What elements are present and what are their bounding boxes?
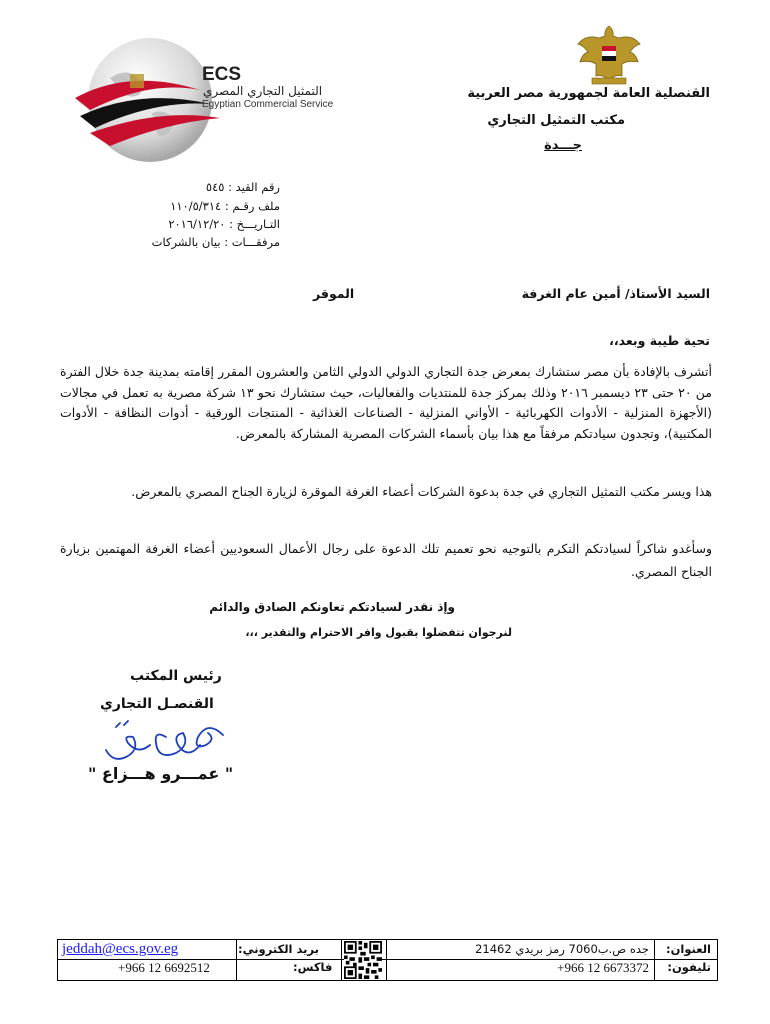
fax-label: فاكس:: [293, 960, 333, 974]
email-label: بريد الكتروني:: [238, 942, 319, 956]
egypt-eagle-emblem: [574, 22, 644, 86]
phone-label: تليفون:: [667, 960, 711, 974]
logo-arabic: التمثيل التجاري المصري: [203, 84, 323, 98]
attachments: مرفقـــات : بيان بالشركات: [151, 235, 280, 249]
handwritten-signature: [88, 715, 238, 770]
signatory-role: القنصـل التجاري: [100, 696, 214, 712]
record-number: رقم القيد : ٥٤٥: [205, 180, 280, 194]
closing-line: لنرجوان تتفضلوا بقبول وافر الاحترام والتقدير ،،،: [245, 626, 512, 639]
body-paragraph: وسأغدو شاكراً لسيادتكم التكرم بالتوجيه نحو تعميم تلك الدعوة على رجال الأعمال السعوديين أعضاء الغرفة المهتمين بزيارة الجناح المصري.: [60, 541, 712, 579]
header-consulate: القنصلية العامة لجمهورية مصر العربية: [467, 86, 710, 101]
honorific: الموقر: [313, 286, 355, 301]
file-number: ملف رقـم : ١١٠/٥/٣١٤: [170, 199, 280, 213]
address-label: العنوان:: [665, 942, 711, 956]
logo-title: ECS: [202, 64, 242, 85]
signatory-title: رئيس المكتب: [130, 668, 222, 684]
greeting: تحية طيبة وبعد،،: [609, 333, 710, 348]
email-link[interactable]: jeddah@ecs.gov.eg: [62, 941, 179, 957]
contact-footer: [57, 939, 718, 981]
signatory-name: " عمـــرو هـــزاع ": [88, 764, 234, 783]
header-city: جـــدة: [544, 138, 582, 153]
address-value: جده ص.ب7060 رمز بريدي 21462: [475, 942, 649, 956]
qr-code: [344, 941, 382, 979]
closing-line: وإذ نقدر لسيادتكم تعاونكم الصادق والدائم: [209, 600, 455, 614]
fax-value: +966 12 6692512: [118, 960, 210, 975]
logo-english: Egyptian Commercial Service: [202, 99, 334, 110]
body-paragraph: أتشرف بالإفادة بأن مصر ستشارك بمعرض جدة التجاري الدولي الدولي الثامن والعشرون المقرر إقامته بمدينة جدة خلال الفترة من ٢٠ حتى ٢٣ ديسمبر ٢٠١٦ وذلك بمركز جدة للمنتديات والفعاليات، حيث ستشارك نحو ١٣ شركة مصرية به تعمل في مجالات (الأجهزة المنزلية - الأدوات الكهربائية - الأواني المنزلية - الصناعات الغذائية - المنتجات الورقية - أدوات النظافة - الأدوات المكتبية)، وتجدون سيادتكم مرفقاً مع هذا بيان بأسماء الشركات المصرية المشاركة بالمعرض.: [60, 364, 712, 441]
phone-value: +966 12 6673372: [557, 960, 649, 975]
addressee: السيد الأستاذ/ أمين عام الغرفة: [521, 286, 710, 301]
header-office: مكتب التمثيل التجاري: [487, 113, 625, 128]
ecs-globe-logo: [70, 28, 370, 168]
body-paragraph: هذا ويسر مكتب التمثيل التجاري في جدة بدعوة الشركات أعضاء الغرفة الموقرة لزيارة الجناح المصري بالمعرض.: [131, 484, 712, 499]
letter-date: التـاريـــخ : ٢٠١٦/١٢/٢٠: [168, 217, 280, 231]
